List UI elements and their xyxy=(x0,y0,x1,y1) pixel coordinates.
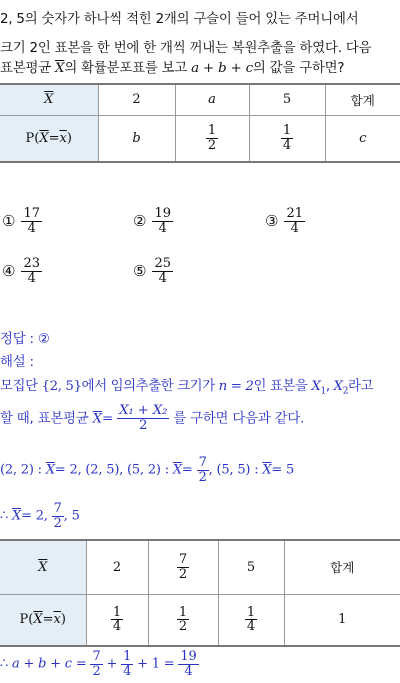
choice-5[interactable]: ⑤ $\frac{25}{4}$ xyxy=(133,256,171,286)
problem-line-1: 2, 5의 숫자가 하나씩 적힌 2개의 구슬이 들어 있는 주머니에서 xyxy=(0,12,359,27)
table2-header-xbar: $\overline{X}$ xyxy=(38,559,48,575)
table1-header-5: 5 xyxy=(249,84,325,115)
problem-line-2: 크기 2인 표본을 한 번에 한 개씩 꺼내는 복원추출을 하였다. 다음 xyxy=(0,41,372,56)
table1-header-xbar: $\overline{X}$ xyxy=(44,92,54,108)
table1-prob-label: $P(\overline{X}=\overline{x})$ xyxy=(0,115,98,162)
distribution-table-problem xyxy=(0,83,400,163)
conclusion-line: ∴ a + b + c = $\frac{7}{2}$ + $\frac{1}{4}$ + 1 = $\frac{19}{4}$ xyxy=(0,649,197,679)
answer-label: 정답 : ② xyxy=(0,332,50,347)
explanation-line-3: (2, 2) : $\overline{X}= 2$, (2, 5), (5, 2) : $\overline{X}=$ $\frac{7}{2}$ , (5, 5) : $\overline{X}= 5$ xyxy=(0,455,295,485)
problem-line-3: 표본평균 $\overline{X}$의 확률분포표를 보고 a + b + c의 값을 구하면? xyxy=(0,61,345,76)
table1-header-2: 2 xyxy=(98,84,175,115)
table2-header-2: 2 xyxy=(86,540,148,594)
table2-header-7-2: $\frac{7}{2}$ xyxy=(148,540,218,594)
choice-2[interactable]: ② $\frac{19}{4}$ xyxy=(133,206,171,236)
table2-cell-total: 1 xyxy=(284,594,400,646)
table1-cell-quarter: $\frac{1}{4}$ xyxy=(249,115,325,162)
explanation-label: 해설 : xyxy=(0,355,34,370)
explanation-line-4: ∴ $\overline{X}= 2$, $\frac{7}{2}$ , 5 xyxy=(0,501,80,531)
table2-cell-half: $\frac{1}{2}$ xyxy=(148,594,218,646)
distribution-table-solution xyxy=(0,539,400,647)
choice-4[interactable]: ④ $\frac{23}{4}$ xyxy=(2,256,40,286)
explanation-line-2: 할 때, 표본평균 $\overline{X}=$ $\frac{\text{X₁ + X₂}}{2}$ 를 구하면 다음과 같다. xyxy=(0,403,305,434)
table2-header-total: 합계 xyxy=(284,540,400,594)
explanation-line-1: 모집단 {2, 5}에서 임의추출한 크기가 n = 2인 표본을 $X_1$, $X_2$라고 xyxy=(0,379,374,397)
table1-cell-half: $\frac{1}{2}$ xyxy=(175,115,249,162)
choice-3[interactable]: ③ $\frac{21}{4}$ xyxy=(265,206,303,236)
table1-cell-c: c xyxy=(325,115,400,162)
table1-cell-b: b xyxy=(98,115,175,162)
table1-header-total: 합계 xyxy=(325,84,400,115)
table2-cell-quarter-a: $\frac{1}{4}$ xyxy=(86,594,148,646)
table2-header-5: 5 xyxy=(218,540,284,594)
choice-1[interactable]: ① $\frac{17}{4}$ xyxy=(2,206,40,236)
table2-cell-quarter-b: $\frac{1}{4}$ xyxy=(218,594,284,646)
table1-header-a: a xyxy=(175,84,249,115)
table2-prob-label: $P(\overline{X}=\overline{x})$ xyxy=(0,594,86,646)
